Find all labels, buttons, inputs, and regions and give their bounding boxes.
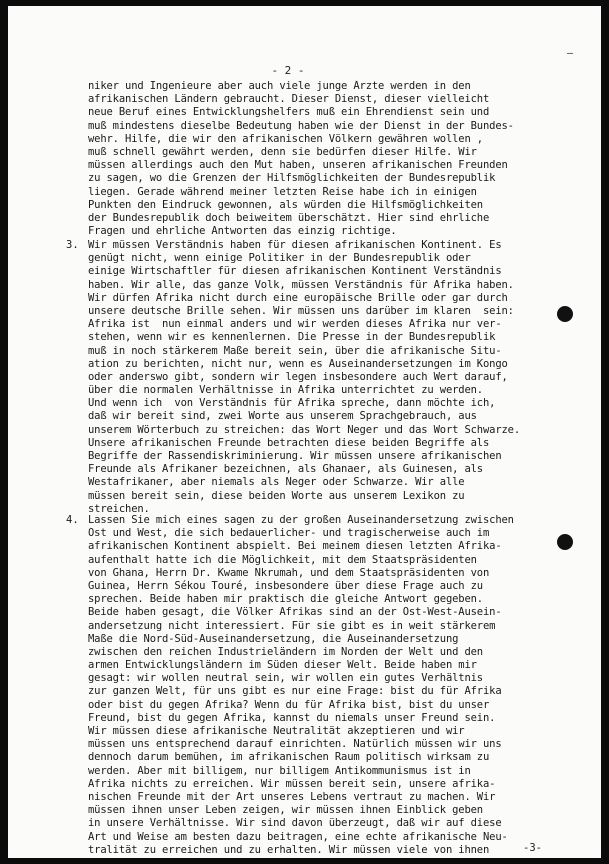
continuation-marker: -3- <box>523 842 542 854</box>
text-line: neue Beruf eines Entwicklungshelfers muß ein Ehrendienst sein und <box>88 106 490 119</box>
text-line: Wir dürfen Afrika nicht durch eine europäische Brille oder gar durch <box>88 291 508 304</box>
text-line: genügt nicht, wenn einige Politiker in der Bundesrepublik oder <box>88 252 471 265</box>
punch-hole <box>557 306 573 322</box>
text-line: afrikanischen Kontinent abspielt. Bei meinem diesen letzten Afrika- <box>88 540 502 553</box>
text-line: müssen bereit sein, diese beiden Worte aus unserem Lexikon zu <box>88 489 465 502</box>
text-line: muß mindestens dieselbe Bedeutung haben wie der Dienst in der Bundes- <box>88 119 514 132</box>
text-line: müssen uns entsprechend darauf einrichten. Natürlich müssen wir uns <box>88 738 502 751</box>
text-line: aufenthalt hatte ich die Möglichkeit, mit dem Staatspräsidenten <box>88 553 477 566</box>
text-line: niker und Ingenieure aber auch viele junge Ärzte werden in den <box>88 80 471 92</box>
paragraph-number-4: 4. <box>66 514 79 526</box>
text-line: von Ghana, Herrn Dr. Kwame Nkrumah, und dem Staatspräsidenten von <box>88 566 490 579</box>
paragraph-4 <box>88 514 578 857</box>
text-line: muß schnell gewährt werden, denn sie bedürfen dieser Hilfe. Wir <box>88 145 477 158</box>
text-line: Maße die Nord-Süd-Auseinandersetzung, die Auseinandersetzung <box>88 632 459 645</box>
text-line: unsere deutsche Brille sehen. Wir müssen uns darüber im klaren sein: <box>88 304 514 317</box>
text-line: Punkten den Eindruck gewonnen, als würden die Hilfsmöglichkeiten <box>88 198 483 211</box>
text-line: in unsere Verhältnisse. Wir sind davon überzeugt, daß wir auf diese <box>88 817 502 830</box>
text-line: Fragen und ehrliche Antworten das einzig richtige. <box>88 225 397 238</box>
margin-mark: — <box>567 48 574 59</box>
text-line: wehr. Hilfe, die wir den afrikanischen Völkern gewähren wollen , <box>88 132 483 145</box>
paragraph-3 <box>88 239 578 516</box>
text-line: Afrika nichts zu erreichen. Wir müssen bereit sein, unsere afrika- <box>88 777 496 790</box>
text-line: nischen Freunde mit der Art unseres Lebens vertraut zu machen. Wir <box>88 790 496 803</box>
text-line: unserem Wörterbuch zu streichen: das Wort Neger und das Wort Schwarze. <box>88 423 521 436</box>
text-line: Begriffe der Rassendiskriminierung. Wir müssen unsere afrikanischen <box>88 450 502 462</box>
text-line: liegen. Gerade während meiner letzten Reise habe ich in einigen <box>88 185 477 198</box>
text-line: Afrika ist nun einmal anders und wir werden dieses Afrika nur ver- <box>88 318 502 331</box>
paragraph-number-3: 3. <box>66 239 79 251</box>
punch-hole <box>557 534 573 550</box>
text-line: Art und Weise am besten dazu beitragen, eine echte afrikanische Neu- <box>88 830 508 843</box>
text-line: sprechen. Beide haben mir praktisch die gleiche Antwort gegeben. <box>88 593 483 606</box>
text-line: armen Entwicklungsländern im Süden dieser Welt. Beide haben mir <box>88 659 477 672</box>
text-line: stehen, wenn wir es kennenlernen. Die Presse in der Bundesrepublik <box>88 331 496 344</box>
text-line: Unsere afrikanischen Freunde betrachten diese beiden Begriffe als <box>88 436 490 449</box>
text-line: über die normalen Verhältnisse in Afrika unterrichtet zu werden. <box>88 384 483 397</box>
text-line: tralität zu erreichen und zu erhalten. Wir müssen viele von ihnen <box>88 843 490 856</box>
text-line: zu sagen, wo die Grenzen der Hilfsmöglichkeiten der Bundesrepublik <box>88 172 496 185</box>
text-line: streichen. <box>88 502 150 515</box>
text-line: Beide haben gesagt, die Völker Afrikas sind an der Ost-West-Ausein- <box>88 606 502 619</box>
text-line: Und wenn ich von Verständnis für Afrika spreche, dann möchte ich, <box>88 397 496 410</box>
text-line: afrikanischen Ländern gebraucht. Dieser Dienst, dieser vielleicht <box>88 93 490 106</box>
text-line: muß in noch stärkerem Maße bereit sein, über die afrikanische Situ- <box>88 344 502 357</box>
text-line: der Bundesrepublik doch beiweitem überschätzt. Hier sind ehrliche <box>88 211 490 224</box>
text-line: daß wir bereit sind, zwei Worte aus unserem Sprachgebrauch, aus <box>88 410 477 423</box>
text-line: zwischen den reichen Industrieländern im Norden der Welt und den <box>88 645 483 658</box>
text-line: Westafrikaner, aber niemals als Neger oder Schwarze. Wir alle <box>88 476 465 489</box>
page-number: - 2 - <box>271 64 305 77</box>
text-line: Guinea, Herrn Sékou Touré, insbesondere über diese Frage auch zu <box>88 579 483 592</box>
text-line: einige Wirtschaftler für diesen afrikanischen Kontinent Verständnis <box>88 265 502 278</box>
text-line: Wir müssen diese afrikanische Neutralität akzeptieren und wir <box>88 725 465 737</box>
paragraph-continued <box>88 80 578 238</box>
text-line: zur ganzen Welt, für uns gibt es nur eine Frage: bist du für Afrika <box>88 685 502 698</box>
text-line: gesagt: wir wollen neutral sein, wir wollen ein gutes Verhältnis <box>88 672 483 685</box>
text-line: Lassen Sie mich eines sagen zu der großen Auseinandersetzung zwischen <box>88 514 514 526</box>
text-line: haben. Wir alle, das ganze Volk, müssen Verständnis für Afrika haben. <box>88 278 514 291</box>
document-page <box>8 6 601 858</box>
text-line: müssen ihnen unser Leben zeigen, wir müssen ihnen Einblick geben <box>88 804 483 817</box>
text-line: müssen allerdings auch den Mut haben, unseren afrikanischen Freunden <box>88 159 508 172</box>
text-line: Freund, bist du gegen Afrika, kannst du niemals unser Freund sein. <box>88 711 496 724</box>
text-line: andersetzung nicht interessiert. Für sie gibt es in weit stärkerem <box>88 619 496 632</box>
text-line: oder bist du gegen Afrika? Wenn du für Afrika bist, bist du unser <box>88 698 490 711</box>
text-line: oder anderswo gibt, sondern wir legen insbesondere auch Wert darauf, <box>88 370 508 383</box>
text-line: Freunde als Afrikaner bezeichnen, als Ghanaer, als Guinesen, als <box>88 463 483 476</box>
text-line: Wir müssen Verständnis haben für diesen afrikanischen Kontinent. Es <box>88 239 502 251</box>
text-line: ation zu berichten, nicht nur, wenn es Auseinandersetzungen im Kongo <box>88 357 508 370</box>
text-line: Ost und West, die sich bedauerlicher- und tragischerweise auch im <box>88 527 490 540</box>
text-line: dennoch darum bemühen, im afrikanischen Raum politisch wirksam zu <box>88 751 490 764</box>
text-line: werden. Aber mit billigem, nur billigem Antikommunismus ist in <box>88 764 471 777</box>
